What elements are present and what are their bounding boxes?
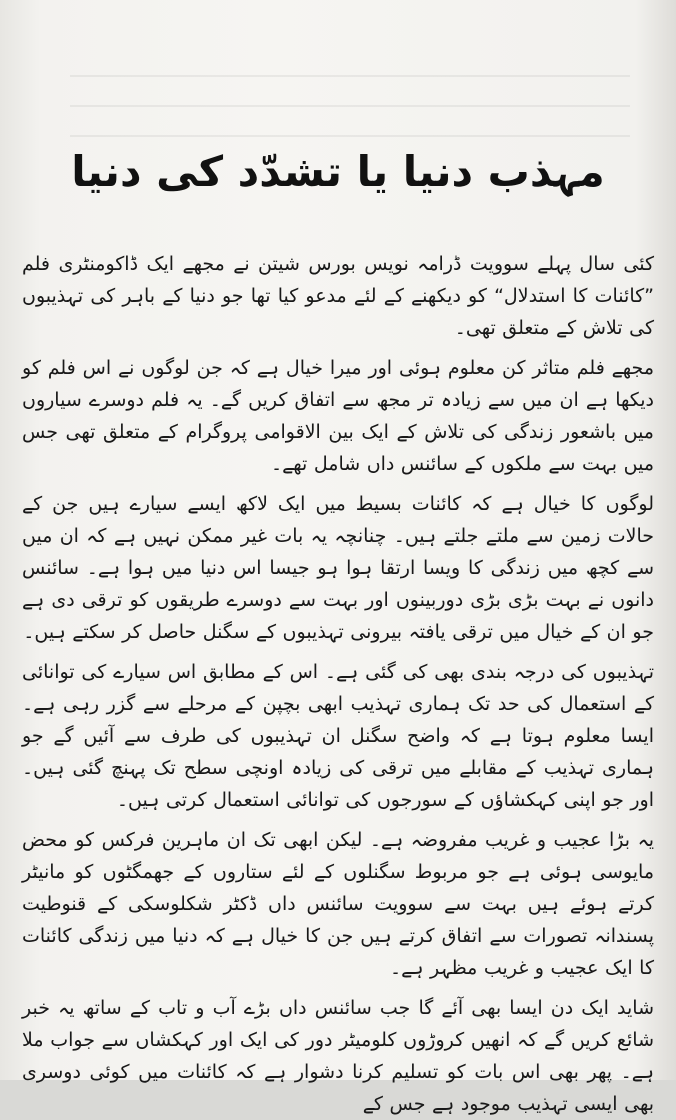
paragraph-2: مجھے فلم متاثر کن معلوم ہوئی اور میرا خیال ہے کہ جن لوگوں نے اس فلم کو دیکھا ہے ان میں سے زیادہ تر مجھ سے اتفاق کریں گے۔ یہ فلم دوسرے سیاروں میں باشعور زندگی کی تلاش کے ایک بین الاقوامی پروگرام کے متعلق تھی جس میں بہت سے ملکوں کے سائنس داں شامل تھے۔ <box>22 357 654 475</box>
paragraph-6: شاید ایک دن ایسا بھی آئے گا جب سائنس داں بڑے آب و تاب کے ساتھ یہ خبر شائع کریں گے کہ انھیں کروڑوں کلومیٹر دور کی ایک اور کہکشاں سے جواب ملا ہے۔ پھر بھی اس بات کو تسلیم کرنا دشوار ہے کہ کائنات میں کوئی دوسری بھی ایسی تہذیب موجود ہے جس کے <box>22 997 654 1115</box>
bleed-through-text <box>70 55 630 145</box>
chapter-title: مہذب دنیا یا تشدّد کی دنیا <box>71 147 605 196</box>
paragraph-5: یہ بڑا عجیب و غریب مفروضہ ہے۔ لیکن ابھی تک ان ماہرین فرکس کو محض مایوسی ہوئی ہے جو مربوط سگنلوں کے لئے ستاروں کے جھمگٹوں کو مانیٹر کرتے ہوئے ہیں بہت سے سوویت سائنس داں ڈکٹر شکلوسکی کے قنوطیت پسندانہ تصورات سے اتفاق کرتے ہیں جن کا خیال ہے کہ دنیا میں زندگی کائنات کا ایک عجیب و غریب مظہر ہے۔ <box>22 829 654 979</box>
chapter-body <box>22 248 654 1120</box>
paragraph-1: کئی سال پہلے سوویت ڈرامہ نویس بورس شیتن نے مجھے ایک ڈاکومنٹری فلم ”کائنات کا استدلال“ کو دیکھنے کے لئے مدعو کیا تھا جو دنیا کے باہر کی تہذیبوں کی تلاش کے متعلق تھی۔ <box>22 253 654 339</box>
paragraph-4: تہذیبوں کی درجہ بندی بھی کی گئی ہے۔ اس کے مطابق اس سیارے کی توانائی کے استعمال کی حد تک ہماری تہذیب ابھی بچپن کے مرحلے سے گزر رہی ہے۔ ایسا معلوم ہوتا ہے کہ واضح سگنل ان تہذیبوں کی طرف سے آئیں گے جو ہماری تہذیب کے مقابلے میں ترقی کی زیادہ اونچی سطح تک پہنچ گئی ہیں۔ اور جو اپنی کہکشاؤں کے سورجوں کی توانائی استعمال کرتی ہیں۔ <box>22 661 654 811</box>
paragraph-3: لوگوں کا خیال ہے کہ کائنات بسیط میں ایک لاکھ ایسے سیارے ہیں جن کے حالات زمین سے ملتے جلتے ہیں۔ چنانچہ یہ بات غیر ممکن نہیں ہے کہ ان میں سے کچھ میں زندگی کا ویسا ارتقا ہوا ہو جیسا اس دنیا میں ہوا ہے۔ سائنس دانوں نے بہت بڑی بڑی دوربینوں اور بہت سے دوسرے طریقوں کو ترقی دی ہے جو ان کے خیال میں ترقی یافتہ بیرونی تہذیبوں کے سگنل حاصل کر سکتے ہیں۔ <box>22 493 654 643</box>
